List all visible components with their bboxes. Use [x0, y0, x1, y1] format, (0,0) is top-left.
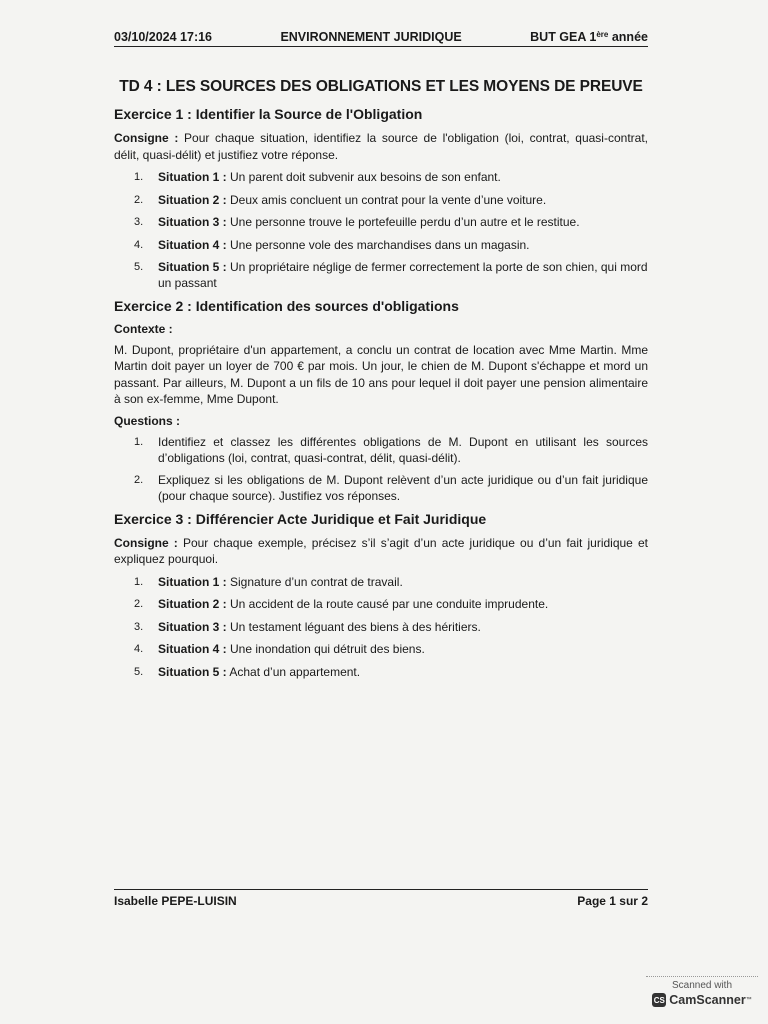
situation-label: Situation 4 :	[158, 237, 227, 252]
situation-label: Situation 4 :	[158, 642, 227, 656]
situation-label: Situation 1 :	[158, 574, 227, 589]
page-title: TD 4 : LES SOURCES DES OBLIGATIONS ET LES MOYENS DE PREUVE	[119, 78, 643, 95]
scanner-brand	[646, 993, 758, 1007]
situation-text: Un accident de la route causé par une conduite imprudente.	[226, 597, 549, 611]
situation-text: Un testament léguant des biens à des héritiers.	[226, 619, 481, 634]
list-item	[114, 192, 648, 208]
situation-text: Signature d’un contrat de travail.	[226, 574, 403, 589]
camscanner-logo-icon: CS	[652, 993, 666, 1007]
scanner-caption: Scanned with	[671, 980, 733, 991]
list-number: 5.	[134, 665, 144, 678]
list-item	[114, 237, 648, 253]
list-number: 5.	[134, 261, 144, 273]
ex1-consigne	[114, 130, 648, 163]
list-item	[114, 596, 648, 612]
list-number: 2.	[134, 474, 144, 486]
situation-text: Une personne vole des marchandises dans un magasin.	[226, 237, 530, 252]
situation-text: Achat d’un appartement.	[226, 664, 361, 679]
situation-label: Situation 3 :	[158, 215, 227, 229]
list-number: 2.	[134, 193, 144, 206]
list-item	[114, 259, 648, 291]
question-text: Expliquez si les obligations de M. Dupont relèvent d’un acte juridique ou d’un fait juridique (pour chaque source). Justifiez vos réponses.	[158, 473, 648, 503]
situation-label: Situation 2 :	[158, 597, 227, 611]
ex2-heading: Exercice 2 : Identification des sources d'obligations	[114, 297, 459, 314]
header-level	[530, 30, 648, 44]
list-item	[114, 619, 648, 635]
situation-text: Un propriétaire néglige de fermer correctement la porte de son chien, qui mord un passant	[158, 260, 648, 290]
ex2-contexte-text: M. Dupont, propriétaire d'un appartement, a conclu un contrat de location avec Mme Martin. Mme Martin doit payer un loyer de 700 € par mois. Un jour, le chien de M. Dupont s'échappe et mord un passant. Par ailleurs, M. Dupont a un fils de 10 ans pour lequel il doit payer une pension alimentaire à son ex-femme, Mme Dupont.	[114, 342, 648, 406]
content	[114, 106, 648, 686]
situation-text: Un parent doit subvenir aux besoins de son enfant.	[226, 170, 501, 184]
camscanner-watermark	[646, 976, 758, 1013]
question-text: Identifiez et classez les différentes obligations de M. Dupont en utilisant les sources d’obligations (loi, contrat, quasi-contrat, délit, quasi-délit).	[158, 434, 648, 465]
footer-author: Isabelle PEPE-LUISIN	[114, 894, 237, 908]
ex1-consigne-text: Pour chaque situation, identifiez la source de l'obligation (loi, contrat, quasi-contrat, délit, quasi-délit) et justifiez votre réponse.	[114, 131, 648, 162]
list-item	[114, 641, 648, 657]
header-level-sup: ère	[596, 30, 609, 39]
header-level-suffix: année	[608, 30, 648, 44]
page-footer	[114, 894, 648, 908]
situation-label: Situation 1 :	[158, 170, 227, 184]
situation-text: Deux amis concluent un contrat pour la vente d’une voiture.	[226, 192, 547, 207]
header-level-prefix: BUT GEA 1	[530, 30, 597, 44]
list-item	[114, 169, 648, 185]
list-number: 1.	[134, 435, 144, 448]
list-item	[114, 214, 648, 230]
list-number: 3.	[134, 620, 144, 633]
ex1-list	[114, 169, 648, 291]
ex2-questions-list	[114, 434, 648, 505]
footer-page-number: Page 1 sur 2	[577, 894, 648, 908]
list-item	[114, 472, 648, 504]
ex3-heading: Exercice 3 : Différencier Acte Juridique et Fait Juridique	[114, 510, 487, 527]
page-header	[114, 30, 648, 44]
ex3-list	[114, 574, 648, 680]
scanner-tm: ™	[745, 997, 752, 1003]
situation-text: Une inondation qui détruit des biens.	[226, 642, 425, 656]
ex3-consigne	[114, 535, 648, 568]
list-number: 2.	[134, 598, 144, 610]
situation-label: Situation 5 :	[158, 260, 227, 274]
ex3-consigne-text: Pour chaque exemple, précisez s’il s’agit d’un acte juridique ou d’un fait juridique et expliquez pourquoi.	[114, 535, 648, 566]
ex2-questions-label: Questions :	[114, 413, 181, 428]
footer-divider	[114, 889, 648, 890]
list-number: 4.	[134, 238, 144, 251]
situation-label: Situation 5 :	[158, 664, 227, 679]
list-number: 3.	[134, 216, 144, 228]
list-number: 4.	[134, 643, 144, 655]
situation-text: Une personne trouve le portefeuille perdu d’un autre et le restitue.	[226, 215, 580, 229]
ex2-contexte-label: Contexte :	[114, 321, 173, 336]
scanner-name: CamScanner	[669, 993, 746, 1007]
situation-label: Situation 3 :	[158, 619, 227, 634]
ex1-consigne-label: Consigne :	[114, 131, 179, 145]
ex3-consigne-label: Consigne :	[114, 535, 178, 550]
list-item	[114, 664, 648, 680]
header-subject: ENVIRONNEMENT JURIDIQUE	[280, 30, 462, 44]
header-divider	[114, 46, 648, 47]
ex1-heading: Exercice 1 : Identifier la Source de l'Obligation	[114, 106, 423, 122]
list-number: 1.	[134, 171, 144, 183]
list-item	[114, 574, 648, 590]
list-number: 1.	[134, 575, 144, 588]
situation-label: Situation 2 :	[158, 192, 227, 207]
list-item	[114, 434, 648, 466]
header-date: 03/10/2024 17:16	[114, 30, 213, 44]
